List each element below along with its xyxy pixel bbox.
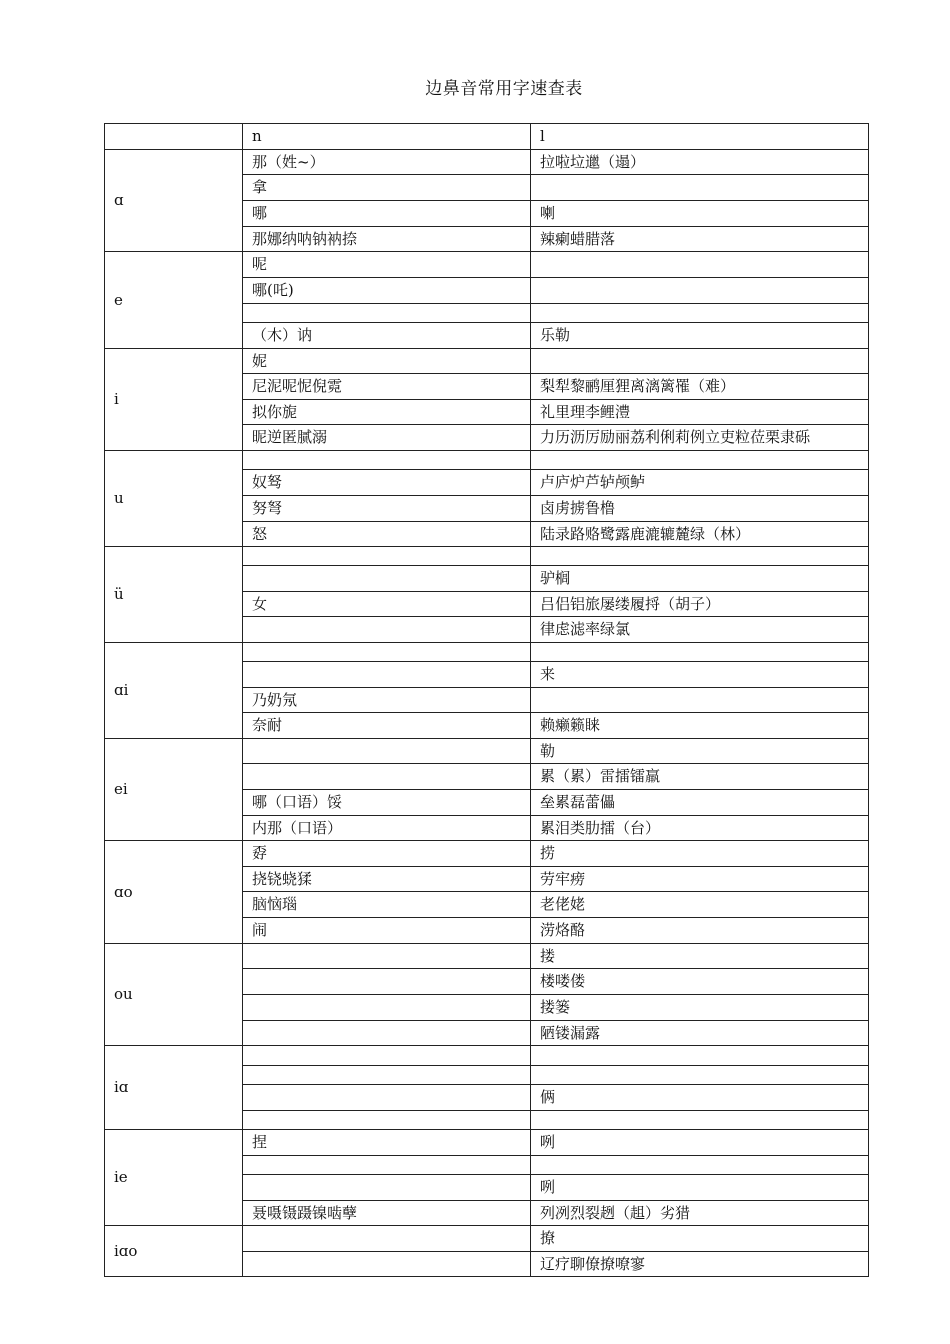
l-cell: 咧 (531, 1130, 869, 1156)
n-cell: 脑恼瑙 (243, 892, 531, 918)
table-row (105, 1226, 869, 1252)
header-n: n (243, 124, 531, 150)
n-cell: 内那（口语） (243, 816, 531, 841)
l-cell (531, 175, 869, 201)
table-row (105, 451, 869, 470)
l-cell (531, 349, 869, 374)
l-cell: 劳牢痨 (531, 867, 869, 892)
l-cell: 列冽烈裂趔（趄）劣猎 (531, 1201, 869, 1226)
rime-cell: i (105, 349, 243, 451)
n-cell: 呢 (243, 252, 531, 278)
n-cell (243, 662, 531, 688)
n-cell: 怒 (243, 522, 531, 547)
rime-cell: ie (105, 1130, 243, 1226)
l-cell: 陋镂漏露 (531, 1021, 869, 1046)
table-row (105, 944, 869, 969)
n-cell: 孬 (243, 841, 531, 867)
n-cell (243, 1252, 531, 1277)
n-cell (243, 566, 531, 592)
rime-cell: ɑ (105, 150, 243, 252)
lookup-table (104, 123, 869, 1277)
l-cell: 老佬姥 (531, 892, 869, 918)
l-cell (531, 547, 869, 566)
header-rime (105, 124, 243, 150)
table-row (105, 1130, 869, 1156)
n-cell: 拟你旎 (243, 400, 531, 425)
l-cell (531, 1156, 869, 1175)
n-cell: 奴驽 (243, 470, 531, 496)
l-cell (531, 643, 869, 662)
n-cell: 闹 (243, 918, 531, 944)
n-cell: 尼泥呢怩倪霓 (243, 374, 531, 400)
page-title: 边鼻音常用字速查表 (425, 79, 583, 99)
n-cell (243, 643, 531, 662)
l-cell (531, 1066, 869, 1085)
l-cell: 撩 (531, 1226, 869, 1252)
rime-cell: e (105, 252, 243, 349)
n-cell: 奈耐 (243, 713, 531, 739)
n-cell: 哪 (243, 201, 531, 227)
l-cell: 累（累）雷擂镭羸 (531, 764, 869, 790)
n-cell (243, 617, 531, 643)
l-cell (531, 1111, 869, 1130)
n-cell: 那（姓~） (243, 150, 531, 175)
n-cell: 女 (243, 592, 531, 617)
n-cell (243, 547, 531, 566)
n-cell (243, 1066, 531, 1085)
n-cell: 那娜纳呐钠衲捺 (243, 227, 531, 252)
table-row (105, 150, 869, 175)
l-cell: 咧 (531, 1175, 869, 1201)
rime-cell: ei (105, 739, 243, 841)
l-cell: 来 (531, 662, 869, 688)
n-cell (243, 944, 531, 969)
l-cell: 梨犁黎鹂厘狸离漓篱罹（难） (531, 374, 869, 400)
rime-cell: ɑo (105, 841, 243, 944)
l-cell: 累泪类肋擂（台） (531, 816, 869, 841)
n-cell: 乃奶氖 (243, 688, 531, 713)
l-cell: 拉啦垃邋（遢） (531, 150, 869, 175)
rime-cell: ü (105, 547, 243, 643)
n-cell (243, 1111, 531, 1130)
n-cell: 昵逆匿腻溺 (243, 425, 531, 451)
n-cell (243, 1021, 531, 1046)
table-row (105, 252, 869, 278)
l-cell: 陆录路赂鹭露鹿漉辘麓绿（林） (531, 522, 869, 547)
table-body (105, 124, 869, 1277)
l-cell: 喇 (531, 201, 869, 227)
header-row (105, 124, 869, 150)
l-cell: 驴榈 (531, 566, 869, 592)
l-cell: 卢庐炉芦轳颅鲈 (531, 470, 869, 496)
n-cell (243, 451, 531, 470)
rime-cell: ou (105, 944, 243, 1046)
l-cell: 乐勒 (531, 323, 869, 349)
l-cell: 勒 (531, 739, 869, 764)
n-cell (243, 1175, 531, 1201)
table-row (105, 739, 869, 764)
n-cell (243, 1156, 531, 1175)
l-cell: 捞 (531, 841, 869, 867)
n-cell (243, 1226, 531, 1252)
n-cell (243, 739, 531, 764)
l-cell: 辽疗聊僚撩嘹寥 (531, 1252, 869, 1277)
l-cell: 赖癞籁睐 (531, 713, 869, 739)
table-row (105, 349, 869, 374)
rime-cell: u (105, 451, 243, 547)
table-row (105, 841, 869, 867)
l-cell: 涝烙酪 (531, 918, 869, 944)
l-cell (531, 1046, 869, 1066)
n-cell (243, 304, 531, 323)
n-cell: （木）讷 (243, 323, 531, 349)
n-cell (243, 995, 531, 1021)
table-row (105, 1046, 869, 1066)
rime-cell: ɑi (105, 643, 243, 739)
l-cell (531, 451, 869, 470)
rime-cell: iɑ (105, 1046, 243, 1130)
n-cell: 捏 (243, 1130, 531, 1156)
l-cell: 礼里理李鲤澧 (531, 400, 869, 425)
l-cell: 吕侣铝旅屡缕履捋（胡子） (531, 592, 869, 617)
l-cell: 搂篓 (531, 995, 869, 1021)
l-cell: 卤虏掳鲁橹 (531, 496, 869, 522)
n-cell (243, 764, 531, 790)
n-cell (243, 1046, 531, 1066)
l-cell: 力历沥厉励丽荔利俐莉例立吏粒莅栗隶砾 (531, 425, 869, 451)
header-l: l (531, 124, 869, 150)
n-cell: 妮 (243, 349, 531, 374)
n-cell: 挠铙蛲猱 (243, 867, 531, 892)
l-cell: 楼喽偻 (531, 969, 869, 995)
l-cell (531, 278, 869, 304)
n-cell: 拿 (243, 175, 531, 201)
n-cell (243, 969, 531, 995)
rime-cell: iɑo (105, 1226, 243, 1277)
l-cell: 俩 (531, 1085, 869, 1111)
table-row (105, 547, 869, 566)
l-cell: 律虑滤率绿氯 (531, 617, 869, 643)
n-cell: 努弩 (243, 496, 531, 522)
l-cell: 辣瘌蜡腊落 (531, 227, 869, 252)
l-cell (531, 304, 869, 323)
table-row (105, 643, 869, 662)
n-cell: 哪(吒) (243, 278, 531, 304)
n-cell: 哪（口语）馁 (243, 790, 531, 816)
l-cell (531, 252, 869, 278)
l-cell (531, 688, 869, 713)
n-cell: 聂嗫镊蹑镍啮孽 (243, 1201, 531, 1226)
l-cell: 搂 (531, 944, 869, 969)
n-cell (243, 1085, 531, 1111)
l-cell: 垒累磊蕾儡 (531, 790, 869, 816)
